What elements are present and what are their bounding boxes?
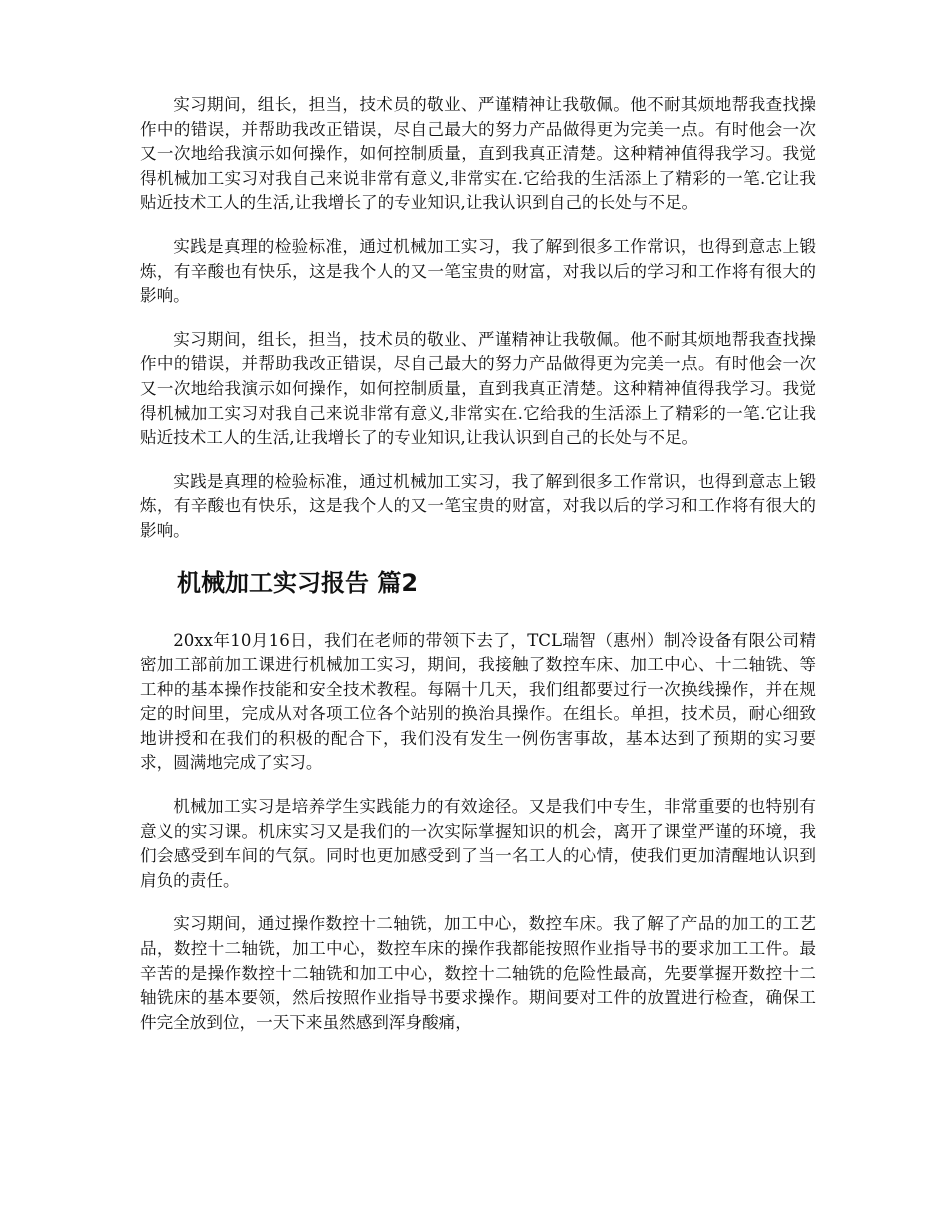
paragraph: 实习期间，通过操作数控十二轴铣，加工中心，数控车床。我了解了产品的加工的工艺品，数控十二轴铣，加工中心，数控车床的操作我都能按照作业指导书的要求加工工件。最辛苦的是操作数控十二轴铣和加工中心，数控十二轴铣的危险性最高，先要掌握开数控十二轴铣床的基本要领，然后按照作业指导书要求操作。期间要对工件的放置进行检查，确保工件完全放到位，一天下来虽然感到浑身酸痛， xyxy=(140,914,816,1032)
paragraph: 实习期间，组长，担当，技术员的敬业、严谨精神让我敬佩。他不耐其烦地帮我查找操作中的错误，并帮助我改正错误，尽自己最大的努力产品做得更为完美一点。有时他会一次又一次地给我演示如何操作，如何控制质量，直到我真正清楚。这种精神值得我学习。我觉得机械加工实习对我自己来说非常有意义,非常实在.它给我的生活添上了精彩的一笔.它让我贴近技术工人的生活,让我增长了的专业知识,让我认识到自己的长处与不足。 xyxy=(140,95,816,213)
paragraph: 实践是真理的检验标准，通过机械加工实习，我了解到很多工作常识，也得到意志上锻炼，有辛酸也有快乐，这是我个人的又一笔宝贵的财富，对我以后的学习和工作将有很大的影响。 xyxy=(140,236,816,306)
paragraph: 实习期间，组长，担当，技术员的敬业、严谨精神让我敬佩。他不耐其烦地帮我查找操作中的错误，并帮助我改正错误，尽自己最大的努力产品做得更为完美一点。有时他会一次又一次地给我演示如何操作，如何控制质量，直到我真正清楚。这种精神值得我学习。我觉得机械加工实习对我自己来说非常有意义,非常实在.它给我的生活添上了精彩的一笔.它让我贴近技术工人的生活,让我增长了的专业知识,让我认识到自己的长处与不足。 xyxy=(140,329,816,448)
section-heading: 机械加工实习报告 篇2 xyxy=(177,568,419,597)
paragraph: 实践是真理的检验标准，通过机械加工实习，我了解到很多工作常识，也得到意志上锻炼，有辛酸也有快乐，这是我个人的又一笔宝贵的财富，对我以后的学习和工作将有很大的影响。 xyxy=(140,471,816,540)
paragraph: 机械加工实习是培养学生实践能力的有效途径。又是我们中专生，非常重要的也特别有意义的实习课。机床实习又是我们的一次实际掌握知识的机会，离开了课堂严谨的环境，我们会感受到车间的气氛。同时也更加感受到了当一名工人的心情，使我们更加清醒地认识到肩负的责任。 xyxy=(140,797,816,890)
document-body xyxy=(140,93,816,1054)
paragraph: 20xx年10月16日，我们在老师的带领下去了，TCL瑞智（惠州）制冷设备有限公司精密加工部前加工课进行机械加工实习，期间，我接触了数控车床、加工中心、十二轴铣、等工种的基本操作技能和安全技术教程。每隔十几天，我们组都要过行一次换线操作，并在规定的时间里，完成从对各项工位各个站别的换治具操作。在组长。单担，技术员，耐心细致地讲授和在我们的积极的配合下，我们没有发生一例伤害事故，基本达到了预期的实习要求，圆满地完成了实习。 xyxy=(140,630,816,773)
